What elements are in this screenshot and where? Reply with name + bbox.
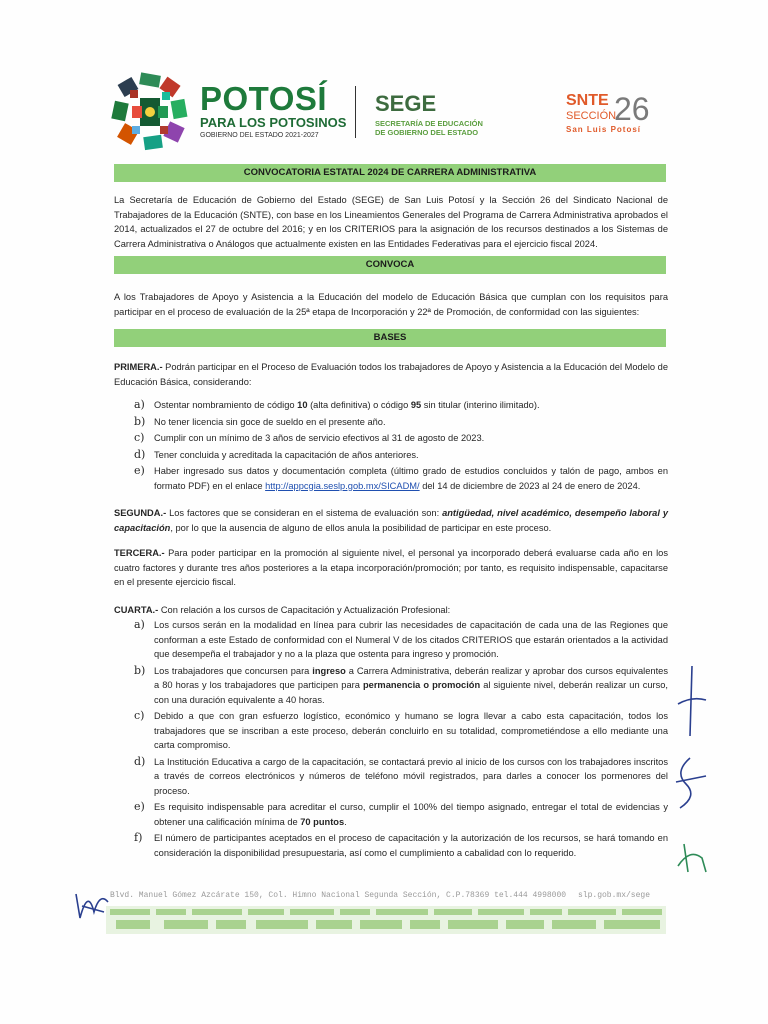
segunda-factors: antigüedad, nivel académico, desempeño laboral y capacitación [114,508,668,533]
list-item: f) El número de participantes aceptados en el proceso de capacitación y la autorización de los recursos, se hará tomando en consideración la disponibilidad presupuestaria, así como el cumplimiento a cabalidad con lo requerido. [134,831,668,858]
primera-label: PRIMERA.- [114,362,163,372]
item-letter: e) [134,800,145,813]
list-item: a) Ostentar nombramiento de código 10 (alta definitiva) o código 95 sin titular (interino ilimitado). [134,398,540,411]
signature-mark-3 [672,838,712,878]
intro-paragraph: La Secretaría de Educación de Gobierno del Estado (SEGE) de San Luis Potosí y la Sección 26 del Sindicato Nacional de Trabajadores de la Educación (SNTE), con base en los Lineamientos Generales del Programa de Carrera Administrativa aprobados el 2014, actualizados el 27 de octubre del 2016; y en los CRITERIOS para la asignación de los recursos destinados a los Sistemas de Carrera Administrativa o Análogos que actualmente existen en las Entidades Federativas para el ejercicio fiscal 2024. [114,195,668,249]
footer-decorative-band [106,906,666,934]
sicadm-link[interactable]: http://appcgia.seslp.gob.mx/SICADM/ [265,480,420,491]
item-letter: b) [134,414,146,428]
snte-number: 26 [614,91,650,127]
list-item: c) Debido a que con gran esfuerzo logístico, económico y humano se logra llevar a cabo esta capacitación, todos los trabajadores que se inscriban a este proceso, deberán concluirlo en su totalidad, comprometiéndose a ello mediante una carta compromiso. [134,709,668,750]
convocatoria-banner: CONVOCATORIA ESTATAL 2024 DE CARRERA ADMINISTRATIVA [114,164,666,182]
cuarta-label: CUARTA.- [114,605,159,615]
list-item: c) Cumplir con un mínimo de 3 años de servicio efectivos al 31 de agosto de 2023. [134,431,485,444]
item-letter: d) [134,447,146,461]
footer-website: slp.gob.mx/sege [578,891,651,900]
list-item: b) Los trabajadores que concursen para ingreso a Carrera Administrativa, deberán realizar y aprobar dos cursos equivalentes a 80 horas y los trabajadores que participen para permanencia o promoción al siguiente nivel, deberán realizar un curso, con una duración equivalente a 40 horas. [134,663,669,705]
tercera-paragraph: TERCERA.- Para poder participar en la promoción al siguiente nivel, el personal ya incorporado deberá evaluarse cada año en los cuatro factores y durante tres años posteriores a la etapa incorporación/promoción; por tanto, es requisito indispensable, capacitarse en el presente ejercicio fiscal. [114,548,668,587]
list-item: e) Haber ingresado sus datos y documentación completa (último grado de estudios concluidos y talón de pago, ambos en formato PDF) en el enlace http://appcgia.seslp.gob.mx/SICADM/ del 14 de diciembre de 2023 al 24 de enero de 2024. [134,464,668,491]
item-letter: d) [134,754,146,768]
cuarta-paragraph: CUARTA.- Con relación a los cursos de Capacitación y Actualización Profesional: [114,605,451,615]
list-item: b) No tener licencia sin goce de sueldo en el presente año. [134,414,386,428]
segunda-paragraph: SEGUNDA.- Los factores que se consideran en el sistema de evaluación son: antigüedad, nivel académico, desempeño laboral y capacitación, por lo que la ausencia de alguno de ellos anula la posibilidad de participar en este proceso. [114,508,668,533]
convoca-paragraph: A los Trabajadores de Apoyo y Asistencia a la Educación del modelo de Educación Básica que cumplan con los requisitos para participar en el proceso de evaluación de la 25ª etapa de Incorporación y 22ª de Promoción, de conformidad con las siguientes: [114,292,668,317]
item-letter: c) [134,709,145,722]
list-item: d) Tener concluida y acreditada la capacitación de años anteriores. [134,447,419,461]
sege-subtitle-1: SECRETARÍA DE EDUCACIÓN [375,119,483,128]
item-letter: b) [134,663,146,677]
bases-banner: BASES [114,329,666,347]
potosi-brand [200,80,350,141]
potosi-title: POTOSÍ [200,80,328,117]
convoca-banner: CONVOCA [114,256,666,274]
item-letter: a) [134,618,145,631]
signature-mark-1 [672,662,712,742]
potosi-government: GOBIERNO DEL ESTADO 2021-2027 [200,132,319,139]
primera-text: Podrán participar en el Proceso de Evaluación todos los trabajadores de Apoyo y Asistencia a la Educación del Modelo de Educación Básica, considerando: [114,362,669,387]
header-divider [355,86,356,138]
item-letter: c) [134,431,145,444]
list-item: a) Los cursos serán en la modalidad en línea para cubrir las necesidades de capacitación de cada una de las Regiones que conforman a este Estado de conformidad con el Numeral V de los citados CRITERIOS que estarán orientados a la actividad que desempeña el trabajador y no a la plaza que ostenta para ingreso y promoción. [134,618,668,659]
sege-title: SEGE [375,91,437,116]
item-letter: f) [134,831,143,844]
signature-mark-2 [668,752,712,812]
list-item: d) La Institución Educativa a cargo de la capacitación, se contactará previo al inicio de los cursos con los trabajadores inscritos a través de correos electrónicos y números de teléfono móvil registrados, para darles a conocer los pormenores del proceso. [134,754,668,796]
footer-address: Blvd. Manuel Gómez Azcárate 150, Col. Himno Nacional Segunda Sección, C.P.78369 tel.444 4998000 [110,891,567,900]
snte-place: San Luis Potosí [566,125,642,134]
primera-list [134,398,668,495]
segunda-label: SEGUNDA.- [114,508,167,518]
list-item: e) Es requisito indispensable para acreditar el curso, cumplir el 100% del tiempo asignado, entregar el total de evidencias y obtener una calificación mínima de 70 puntos. [134,800,668,827]
potosi-subtitle: PARA LOS POTOSINOS [200,115,347,130]
item-letter: a) [134,398,145,411]
sege-brand [375,92,515,137]
primera-paragraph [114,360,668,389]
cuarta-list [134,618,668,862]
item-letter: e) [134,464,145,477]
sege-subtitle-2: DE GOBIERNO DEL ESTADO [375,128,479,137]
snte-brand [566,92,666,135]
snte-word: SNTE [566,92,609,109]
potosi-mosaic-logo [110,72,190,152]
tercera-label: TERCERA.- [114,548,165,558]
snte-seccion: SECCIÓN [566,110,617,122]
